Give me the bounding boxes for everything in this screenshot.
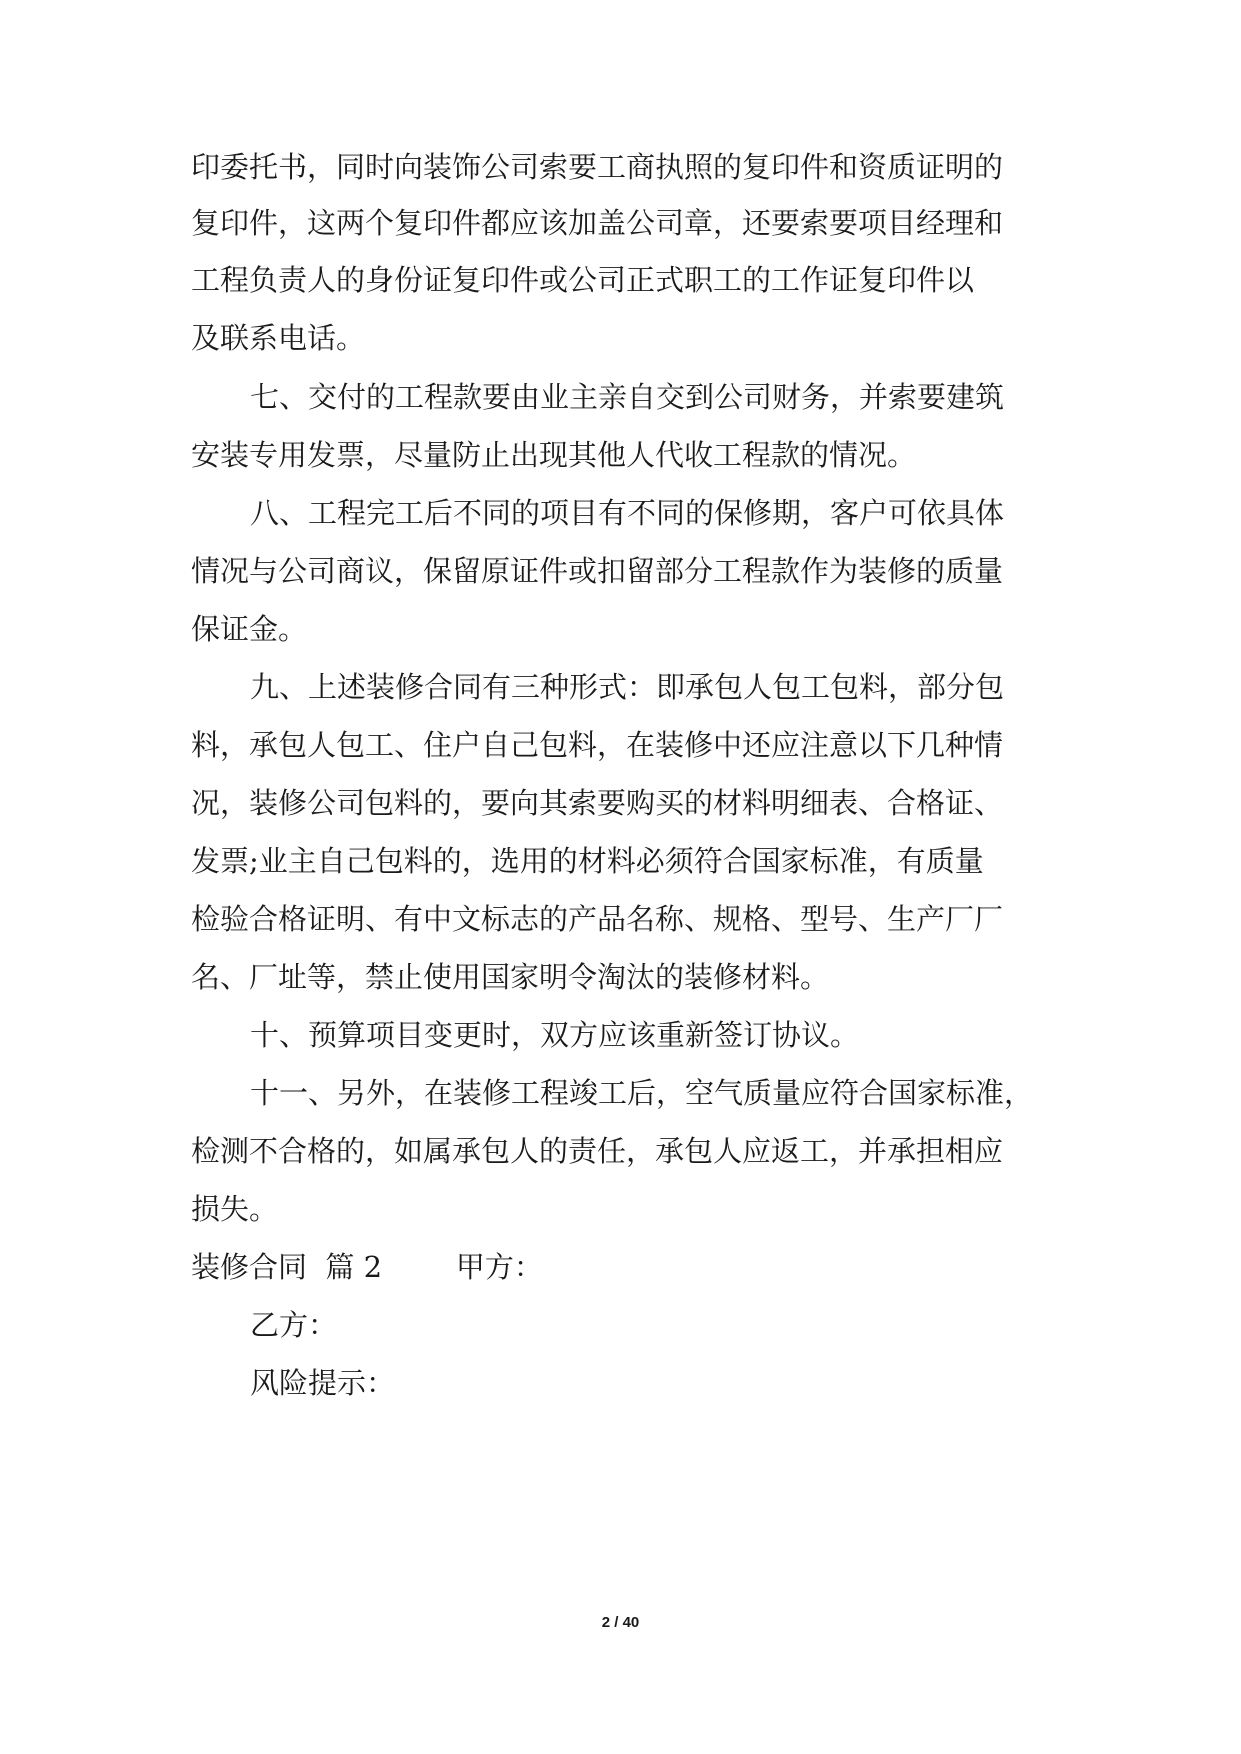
risk-notice-label: 风险提示：	[250, 1366, 396, 1400]
text-line: 料，承包人包工、住户自己包料，在装修中还应注意以下几种情	[191, 728, 1004, 762]
paragraph-ten-line: 十、预算项目变更时，双方应该重新签订协议。	[250, 1018, 860, 1052]
paragraph-seven-line: 七、交付的工程款要由业主亲自交到公司财务，并索要建筑	[250, 380, 1005, 414]
paragraph-nine-line: 九、上述装修合同有三种形式：即承包人包工包料，部分包	[250, 670, 1005, 704]
text-line: 印委托书，同时向装饰公司索要工商执照的复印件和资质证明的	[191, 150, 1004, 184]
paragraph-eight-line: 八、工程完工后不同的项目有不同的保修期，客户可依具体	[250, 496, 1005, 530]
text-line: 发票;业主自己包料的，选用的材料必须符合国家标准，有质量	[191, 844, 984, 878]
text-line: 损失。	[191, 1192, 279, 1226]
text-line: 保证金。	[191, 612, 308, 646]
text-line: 检测不合格的，如属承包人的责任，承包人应返工，并承担相应	[191, 1134, 1004, 1168]
text-line: 名、厂址等，禁止使用国家明令淘汰的装修材料。	[191, 960, 830, 994]
party-b-label: 乙方：	[250, 1308, 338, 1342]
paragraph-eleven-line: 十一、另外，在装修工程竣工后，空气质量应符合国家标准，	[250, 1076, 1034, 1110]
text-line: 工程负责人的身份证复印件或公司正式职工的工作证复印件以	[191, 263, 975, 297]
text-line: 复印件，这两个复印件都应该加盖公司章，还要索要项目经理和	[191, 206, 1004, 240]
text-line: 检验合格证明、有中文标志的产品名称、规格、型号、生产厂厂	[191, 902, 1004, 936]
text-line: 安装专用发票，尽量防止出现其他人代收工程款的情况。	[191, 438, 917, 472]
text-line: 及联系电话。	[191, 321, 366, 355]
text-line: 情况与公司商议，保留原证件或扣留部分工程款作为装修的质量	[191, 554, 1004, 588]
text-line: 况，装修公司包料的，要向其索要购买的材料明细表、合格证、	[191, 786, 1004, 820]
page-number: 2 / 40	[601, 1614, 640, 1631]
section-heading: 装修合同 篇 2 甲方：	[191, 1250, 543, 1284]
